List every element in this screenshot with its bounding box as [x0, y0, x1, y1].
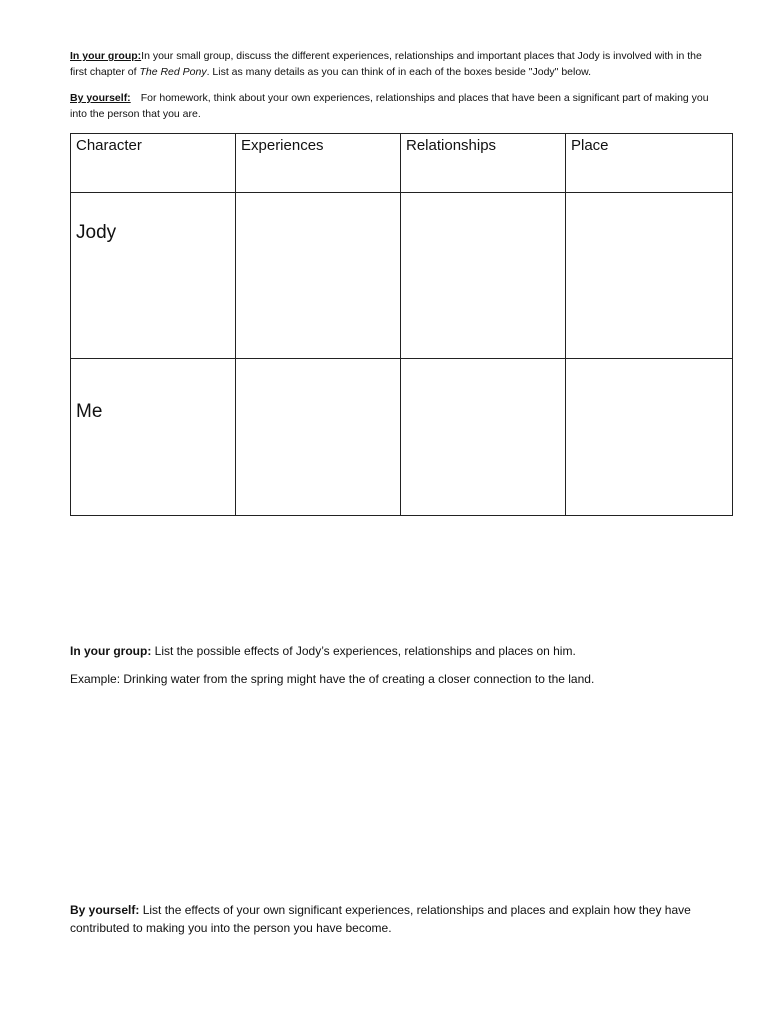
self-instructions: [70, 90, 710, 122]
cell-me-place[interactable]: [566, 359, 733, 516]
header-place: Place: [566, 134, 733, 193]
header-relationships: Relationships: [401, 134, 566, 193]
group-effects-text: List the possible effects of Jody’s experiences, relationships and places on him.: [151, 644, 576, 658]
header-experiences: Experiences: [236, 134, 401, 193]
cell-me-label: [71, 359, 236, 516]
cell-jody-place[interactable]: [566, 193, 733, 359]
cell-me-relationships[interactable]: [401, 359, 566, 516]
group-effects-lead: In your group:: [70, 644, 152, 658]
cell-me-experiences[interactable]: [236, 359, 401, 516]
group-effects-prompt: [70, 642, 710, 660]
group-instructions-text: In your small group, discuss the different experiences, relationships and important places that Jody is involved with in the first chapter of: [70, 50, 702, 78]
book-title: The Red Pony: [139, 66, 207, 78]
cell-jody-experiences[interactable]: [236, 193, 401, 359]
group-instructions-lead: In your group:: [70, 50, 142, 62]
table-row-jody: [71, 193, 733, 359]
self-effects-lead: By yourself:: [70, 903, 140, 917]
character-table: [70, 133, 733, 516]
table-row-me: [71, 359, 733, 516]
row-label-me: Me: [76, 401, 103, 422]
self-instructions-lead: By yourself:: [70, 92, 131, 104]
table-header-row: [71, 134, 733, 193]
self-instructions-text: For homework, think about your own experiences, relationships and places that have been a significant part of making you into the person that you are.: [70, 92, 709, 120]
group-instructions-text-end: . List as many details as you can think of in each of the boxes beside "Jody" below.: [206, 66, 592, 78]
header-character: Character: [71, 134, 236, 193]
cell-jody-label: [71, 193, 236, 359]
row-label-jody: Jody: [76, 222, 117, 243]
self-effects-text: List the effects of your own significant experiences, relationships and places and explain how they have contributed to making you into the person you have become.: [70, 903, 691, 935]
group-instructions: [70, 48, 710, 80]
self-effects-prompt: [70, 901, 710, 937]
cell-jody-relationships[interactable]: [401, 193, 566, 359]
example-text: Example: Drinking water from the spring might have the of creating a closer connection to the land.: [70, 672, 595, 686]
